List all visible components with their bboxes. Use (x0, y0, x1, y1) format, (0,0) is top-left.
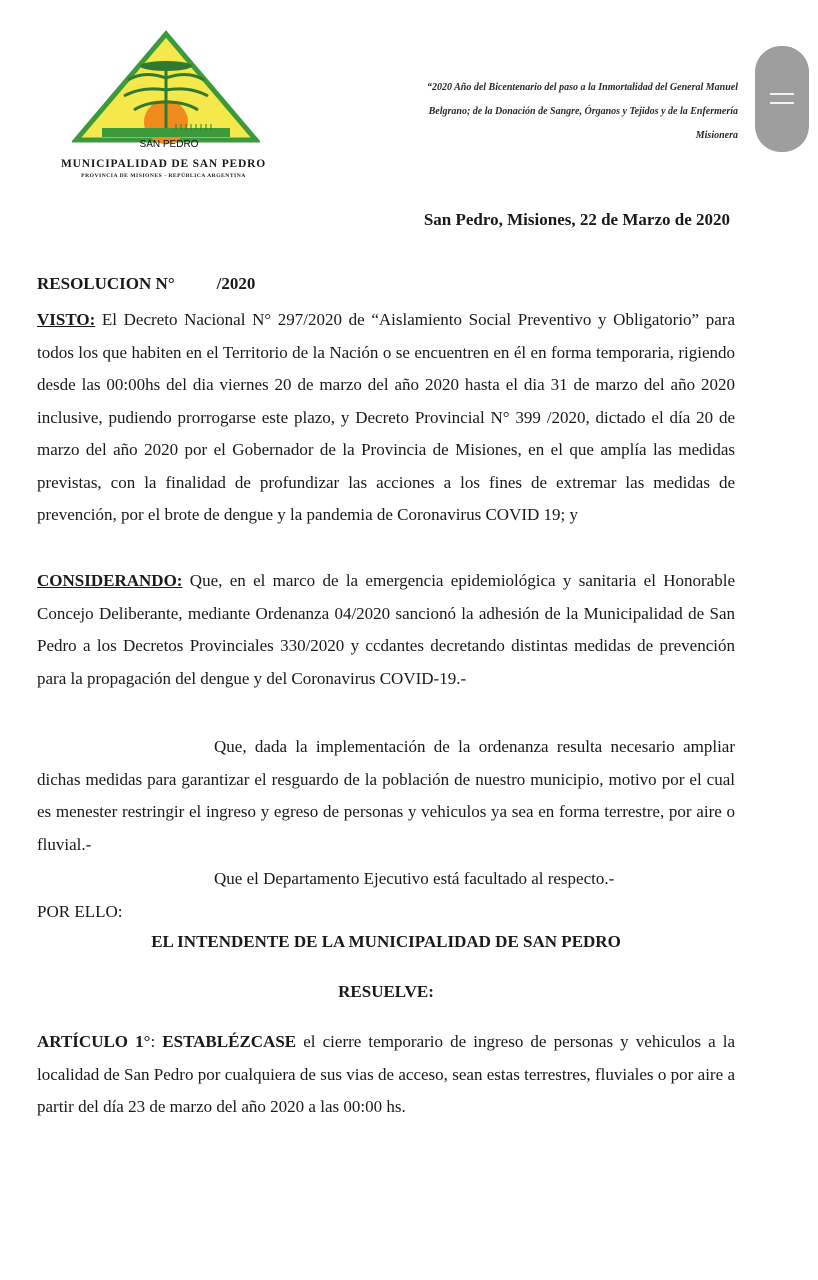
visto-text: El Decreto Nacional N° 297/2020 de “Aislamiento Social Preventivo y Obligatorio” para todos los que habiten en el Territorio de la Nación o se encuentren en él en forma temporaria, rigiendo desde las 00:00hs del dia viernes 20 de marzo del año 2020 hasta el dia 31 de marzo del año 2020 inclusive, pudiendo prorrogarse este plazo, y Decreto Provincial N° 399 /2020, dictado el día 20 de marzo del año 2020 por el Gobernador de la Provincia de Misiones, en el que amplía las medidas previstas, con la finalidad de profundizar las acciones a los fines de extremar las medidas de prevención, por el brote de dengue y la pandemia de Coronavirus COVID 19; y (37, 310, 735, 524)
articulo-1-paragraph (37, 1026, 735, 1124)
articulo-1-label: ARTÍCULO 1° (37, 1032, 151, 1051)
motto-line: “2020 Año del Bicentenario del paso a la Inmortalidad del General Manuel (426, 82, 738, 93)
considerando-label: CONSIDERANDO: (37, 571, 183, 590)
visto-label: VISTO: (37, 310, 96, 329)
motto-line: Misionera (695, 130, 738, 141)
resolution-number: /2020 (216, 274, 256, 293)
logo-town-label: SAN PEDRO (139, 139, 199, 150)
considerando-paragraph-2: Que, dada la implementación de la ordenanza resulta necesario ampliar dichas medidas para garantizar el resguardo de la población de nuestro municipio, motivo por el cual es menester restringir el ingreso y egreso de personas y vehiculos ya sea en forma terrestre, por aire o fluvial.- (37, 737, 735, 854)
municipal-logo-icon (72, 30, 260, 155)
articulo-1-text: el cierre temporario de ingreso de personas y vehiculos a la localidad de San Pedro por cualquiera de sus vias de acceso, sean estas terrestres, fluviales o por aire a partir del día 23 de marzo del año 2020 a las 00:00 hs. (37, 1032, 735, 1116)
considerando-text: Que, en el marco de la emergencia epidemiológica y sanitaria el Honorable Concejo Deliberante, mediante Ordenanza 04/2020 sancionó la adhesión de la Municipalidad de San Pedro a los Decretos Provinciales 330/2020 y ccdantes decretando distintas medidas de prevención para la propagación del dengue y del Coronavirus COVID-19.- (37, 571, 735, 688)
considerando-paragraph (37, 565, 735, 695)
articulo-1-colon: : (150, 1032, 163, 1051)
year-motto (322, 76, 738, 148)
motto-line: Belgrano; de la Donación de Sangre, Órganos y Tejidos y de la Enfermería (428, 106, 738, 117)
intendente-heading: EL INTENDENTE DE LA MUNICIPALIDAD DE SAN PEDRO (151, 932, 621, 951)
resolution-label: RESOLUCION N° (37, 274, 175, 293)
handle-bar (770, 93, 794, 95)
municipality-name: MUNICIPALIDAD DE SAN PEDRO (61, 158, 266, 170)
municipal-logo (50, 30, 280, 190)
resolution-title (37, 274, 255, 294)
por-ello: POR ELLO: (37, 902, 123, 921)
handle-bar (770, 102, 794, 104)
date-line: San Pedro, Misiones, 22 de Marzo de 2020 (423, 210, 730, 229)
menu-handle-icon[interactable] (755, 46, 809, 152)
visto-paragraph (37, 304, 735, 532)
considerando-paragraph-3: Que el Departamento Ejecutivo está facultado al respecto.- (214, 869, 615, 888)
articulo-1-keyword: ESTABLÉZCASE (162, 1032, 297, 1051)
province-line: PROVINCIA DE MISIONES - REPÚBLICA ARGENTINA (81, 173, 246, 179)
resuelve-heading: RESUELVE: (338, 982, 434, 1001)
